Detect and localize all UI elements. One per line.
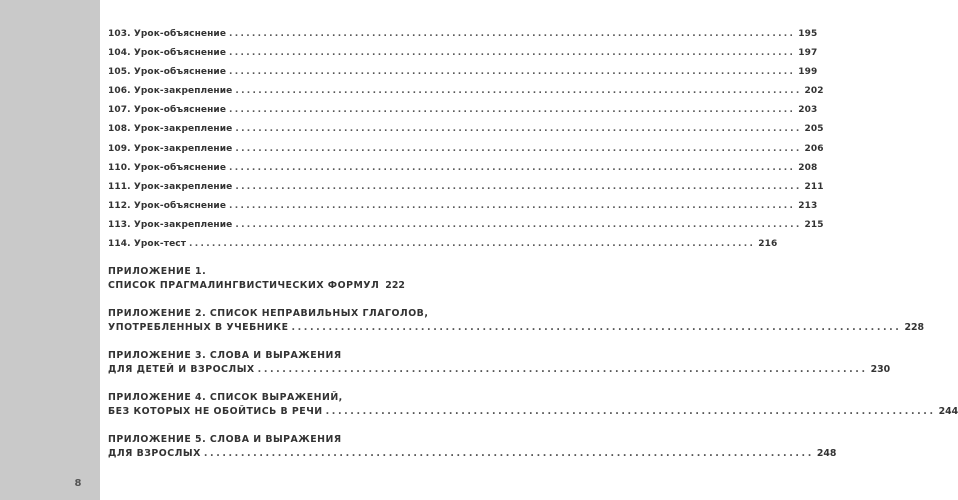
toc-entry-page: 213	[798, 200, 818, 211]
toc-entry-page: 205	[804, 124, 824, 135]
appendix-title-line: ПРИЛОЖЕНИЕ 1.	[108, 266, 207, 278]
appendix-entry	[108, 434, 837, 461]
appendix-title-line: ПРИЛОЖЕНИЕ 3. СЛОВА И ВЫРАЖЕНИЯ	[108, 350, 342, 362]
toc-entry-page: 202	[804, 86, 824, 97]
appendix-title-line-2: СПИСОК ПРАГМАЛИНГВИСТИЧЕСКИХ ФОРМУЛ	[108, 279, 380, 291]
appendix-title-line	[108, 447, 837, 462]
toc-entry-label: 105. Урок-объяснение	[108, 67, 227, 78]
appendix-title-line: ПРИЛОЖЕНИЕ 2. СПИСОК НЕПРАВИЛЬНЫХ ГЛАГОЛОВ,	[108, 308, 429, 320]
toc-entry-label: 108. Урок-закрепление	[108, 124, 233, 135]
toc-leader-dots: ...................................................................................................	[235, 124, 802, 135]
toc-entry-label: 111. Урок-закрепление	[108, 181, 233, 192]
appendix-title-line-2: УПОТРЕБЛЕННЫХ В УЧЕБНИКЕ	[108, 321, 289, 333]
toc-entry-label: 107. Урок-объяснение	[108, 105, 227, 116]
toc-entry	[108, 67, 818, 86]
toc-entry-label: 104. Урок-объяснение	[108, 48, 227, 59]
appendix-title-line	[108, 279, 405, 294]
toc-leader-dots: ...................................................................................................	[229, 67, 796, 78]
toc-entry	[108, 162, 818, 182]
toc-entry	[108, 29, 818, 48]
appendix-title-line-2: ДЛЯ ДЕТЕЙ И ВЗРОСЛЫХ	[108, 363, 255, 375]
toc-leader-dots: ...................................................................................................	[229, 48, 796, 59]
toc-entry	[108, 105, 818, 124]
appendix-title-line: ПРИЛОЖЕНИЕ 5. СЛОВА И ВЫРАЖЕНИЯ	[108, 434, 342, 446]
toc-entry-label: 110. Урок-объяснение	[108, 162, 227, 173]
toc-entry-label: 112. Урок-объяснение	[108, 200, 227, 211]
appendix-page: 248	[816, 447, 837, 459]
toc-entry	[108, 219, 824, 239]
toc-entry	[108, 200, 818, 220]
toc-leader-dots: ...................................................................................................	[325, 405, 936, 417]
toc-entry-label: 114. Урок-тест	[108, 239, 187, 250]
appendix-entry	[108, 392, 958, 419]
appendix-entry	[108, 266, 405, 293]
appendix-title-line	[108, 363, 891, 378]
lesson-list	[108, 29, 824, 258]
toc-entry-label: 109. Урок-закрепление	[108, 143, 233, 154]
toc-entry-page: 211	[804, 181, 824, 192]
toc-entry-label: 103. Урок-объяснение	[108, 29, 227, 39]
page-number: 8	[74, 478, 82, 489]
toc-entry-page: 216	[758, 239, 778, 250]
toc-entry-label: 113. Урок-закрепление	[108, 219, 233, 230]
appendix-page: 222	[385, 279, 405, 291]
appendix-title-line	[108, 405, 958, 420]
appendix-title-line: ПРИЛОЖЕНИЕ 4. СПИСОК ВЫРАЖЕНИЙ,	[108, 392, 343, 404]
appendix-entry	[108, 350, 891, 377]
toc-entry-page: 203	[798, 105, 818, 116]
appendix-entry	[108, 308, 925, 335]
toc-leader-dots: ...................................................................................................	[229, 162, 796, 173]
toc-entry-page: 197	[798, 48, 818, 59]
toc-entry	[108, 143, 824, 163]
appendix-page: 228	[904, 321, 925, 333]
toc-entry-page: 206	[804, 143, 824, 154]
toc-entry	[108, 239, 778, 258]
toc-leader-dots: ...................................................................................................	[235, 86, 802, 97]
toc-entry-page: 208	[798, 162, 818, 173]
toc-entry	[108, 124, 824, 143]
toc-leader-dots: ...................................................................................................	[235, 219, 802, 230]
toc-entry-page: 215	[804, 219, 824, 230]
toc-entry-label: 106. Урок-закрепление	[108, 86, 233, 97]
toc-entry	[108, 86, 824, 105]
appendix-page: 230	[870, 363, 891, 375]
toc-leader-dots: ...................................................................................................	[229, 105, 796, 116]
toc-leader-dots: ...................................................................................................	[189, 239, 756, 250]
toc-entry-page: 199	[798, 67, 818, 78]
appendix-page: 244	[938, 405, 958, 417]
toc-leader-dots: ...................................................................................................	[229, 200, 796, 211]
appendix-title-line-2: ДЛЯ ВЗРОСЛЫХ	[108, 447, 201, 459]
table-of-contents	[108, 29, 958, 476]
toc-leader-dots: ...................................................................................................	[235, 143, 802, 154]
appendix-title-line	[108, 321, 925, 336]
toc-leader-dots: ...................................................................................................	[229, 29, 796, 39]
toc-entry-page: 195	[798, 29, 818, 39]
appendix-list	[108, 266, 958, 461]
toc-leader-dots: ...................................................................................................	[291, 321, 902, 333]
appendix-title-line-2: БЕЗ КОТОРЫХ НЕ ОБОЙТИСЬ В РЕЧИ	[108, 405, 323, 417]
toc-leader-dots: ...................................................................................................	[235, 181, 802, 192]
toc-entry	[108, 48, 818, 67]
toc-leader-dots: ...................................................................................................	[203, 447, 814, 459]
toc-leader-dots: ...................................................................................................	[257, 363, 868, 375]
page-side-strip	[0, 0, 100, 500]
toc-entry	[108, 181, 824, 201]
